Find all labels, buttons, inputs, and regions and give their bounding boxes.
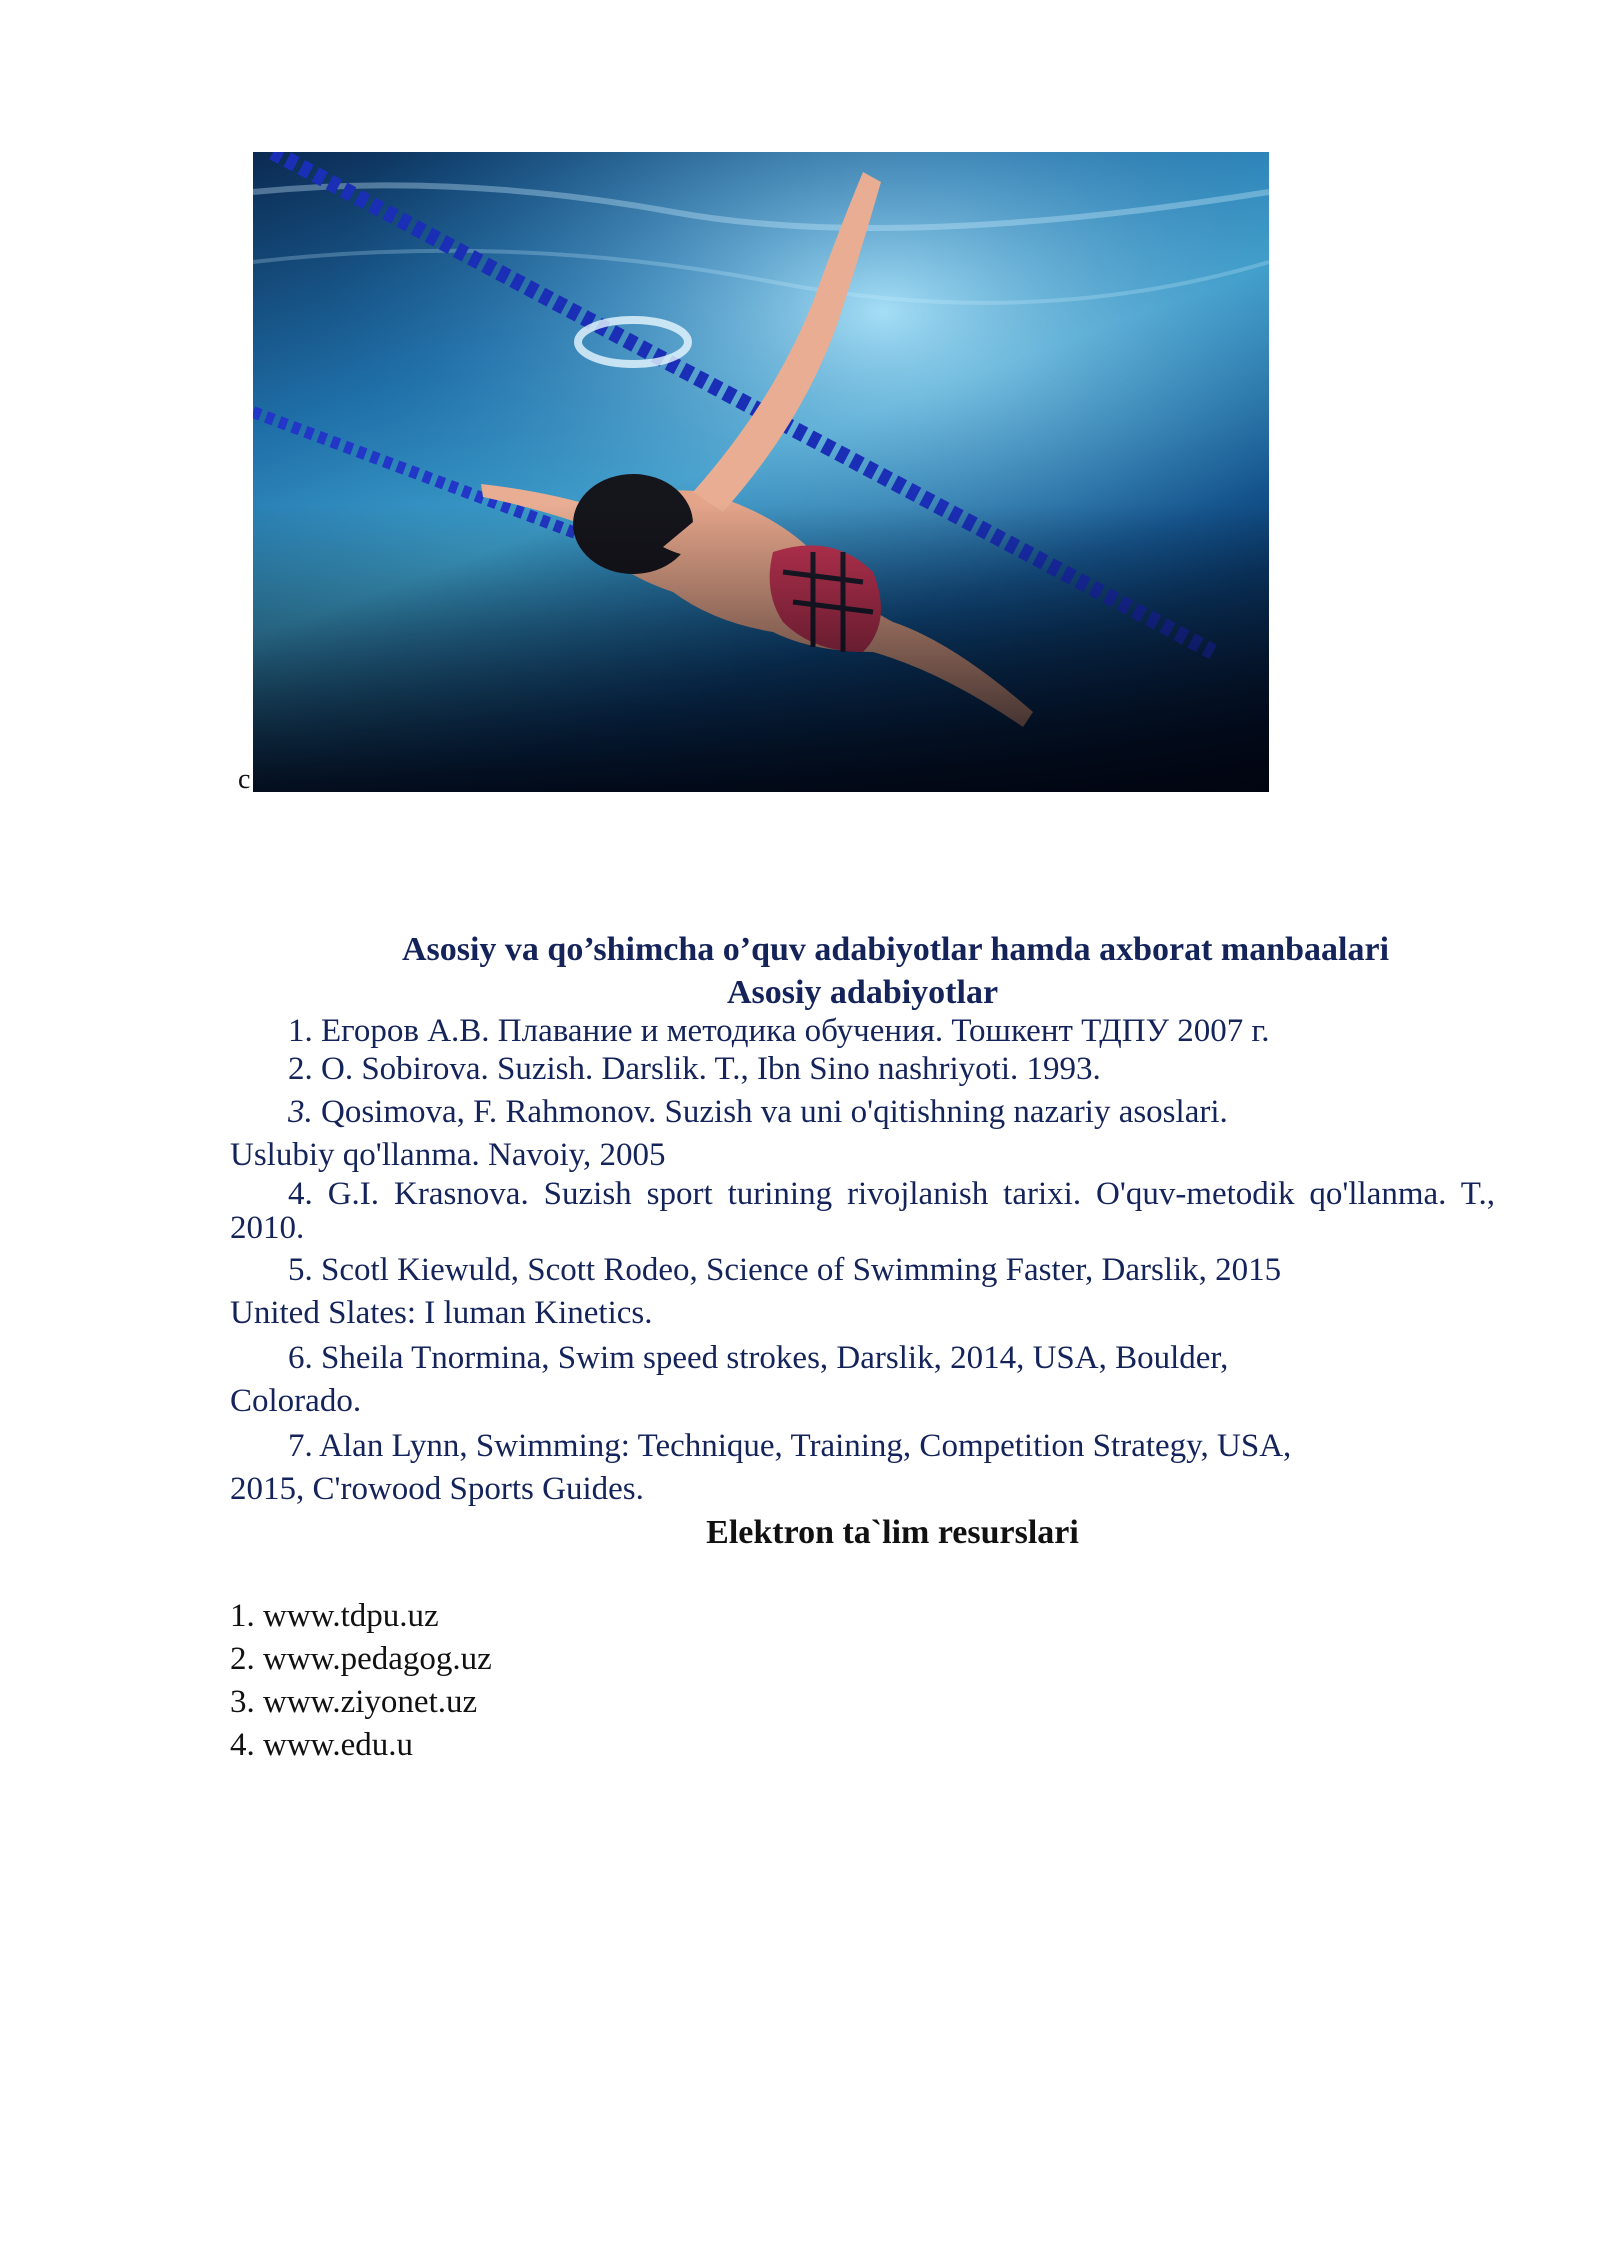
underwater-swimmer-photo bbox=[253, 152, 1269, 792]
swimmer-illustration bbox=[253, 152, 1269, 792]
main-heading: Asosiy va qo’shimcha o’quv adabiyotlar hamda axborat manbaalari bbox=[401, 931, 1390, 968]
sub-heading: Asosiy adabiyotlar bbox=[726, 974, 999, 1011]
link-item[interactable]: 4. www.edu.u bbox=[230, 1727, 413, 1763]
reference-item-5: 5. Scotl Kiewuld, Scott Rodeo, Science of Swimming Faster, Darslik, 2015 United Slates: I luman Kinetics. bbox=[230, 1252, 1282, 1331]
link-item[interactable]: 3. www.ziyonet.uz bbox=[230, 1684, 478, 1720]
literature-section bbox=[230, 928, 1495, 1767]
elektron-links-list bbox=[230, 1595, 1495, 1767]
link-item[interactable]: 2. www.pedagog.uz bbox=[230, 1641, 492, 1677]
reference-item-2: 2. O. Sobirova. Suzish. Darslik. T., Ibn Sino nashriyoti. 1993. bbox=[288, 1051, 1101, 1087]
stray-character: c bbox=[238, 764, 251, 795]
elektron-heading: Elektron ta`lim resurslari bbox=[706, 1514, 1079, 1551]
link-item[interactable]: 1. www.tdpu.uz bbox=[230, 1598, 439, 1634]
reference-item-6: 6. Sheila Tnormina, Swim speed strokes, Darslik, 2014, USA, Boulder, Colorado. bbox=[230, 1340, 1229, 1419]
reference-item-3: 3. Qosimova, F. Rahmonov. Suzish va uni o'qitishning nazariy asoslari. Uslubiy qo'llanma. Navoiy, 2005 bbox=[230, 1094, 1228, 1173]
reference-item-1: 1. Егоров А.В. Плавание и методика обучения. Тошкент ТДПУ 2007 г. bbox=[288, 1013, 1270, 1049]
reference-item-7: 7. Alan Lynn, Swimming: Technique, Training, Competition Strategy, USA, 2015, C'rowood Sports Guides. bbox=[230, 1428, 1292, 1507]
reference-item-4: 4. G.I. Krasnova. Suzish sport turining rivojlanish tarixi. O'quv-metodik qo'llanma. T., 2010. bbox=[230, 1176, 1495, 1246]
reference-number-italic: 3. bbox=[288, 1094, 313, 1130]
